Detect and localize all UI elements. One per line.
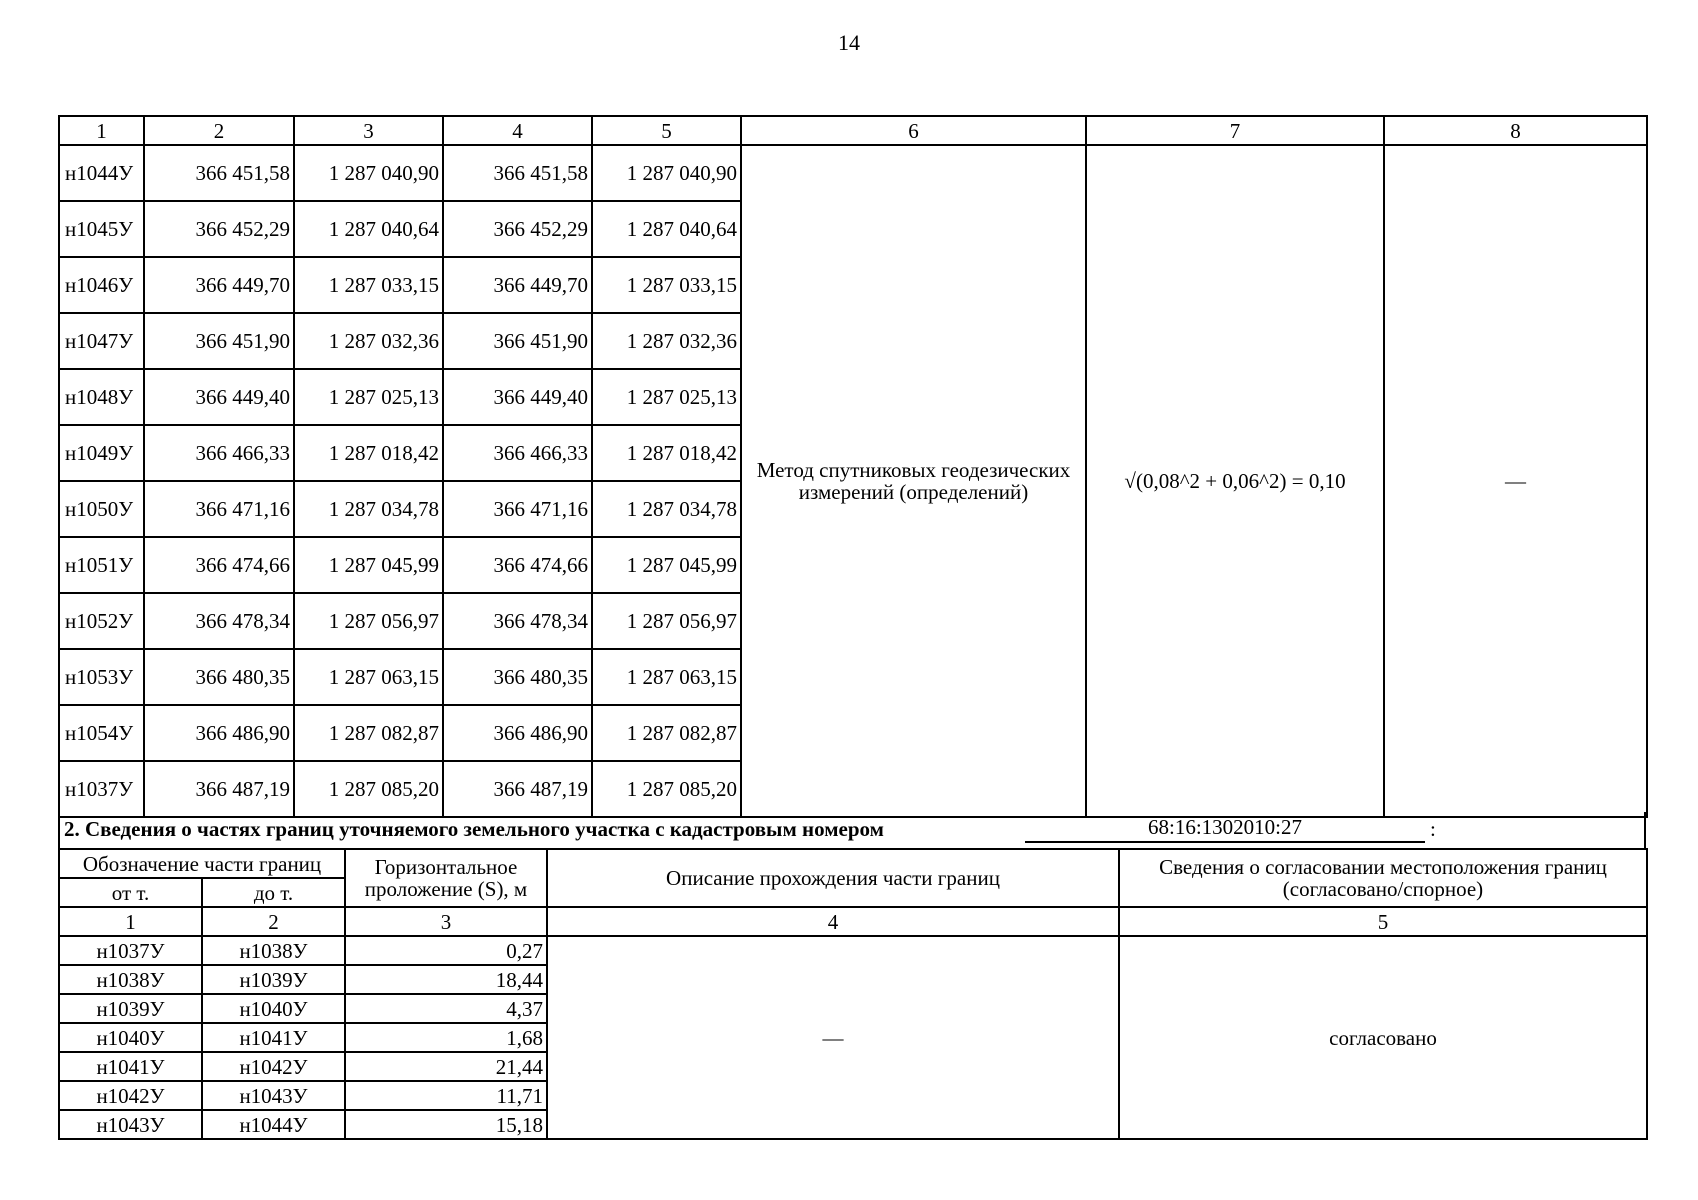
y-coordinate: 1 287 085,20	[592, 761, 741, 817]
from-point: н1041У	[59, 1052, 202, 1081]
x-coordinate: 366 449,40	[144, 369, 294, 425]
x-coordinate: 366 451,90	[443, 313, 592, 369]
col-number: 8	[1384, 116, 1647, 145]
x-coordinate: 366 451,58	[443, 145, 592, 201]
horizontal-distance: 11,71	[345, 1081, 547, 1110]
to-point: н1040У	[202, 994, 345, 1023]
col-number: 5	[1119, 907, 1647, 936]
y-coordinate: 1 287 056,97	[294, 593, 443, 649]
col-number: 6	[741, 116, 1086, 145]
section-2-colon: :	[1430, 817, 1436, 841]
y-coordinate: 1 287 034,78	[294, 481, 443, 537]
x-coordinate: 366 487,19	[144, 761, 294, 817]
x-coordinate: 366 487,19	[443, 761, 592, 817]
agreement-header: Сведения о согласовании местоположения границ (согласовано/спорное)	[1119, 849, 1647, 907]
point-id: н1052У	[59, 593, 144, 649]
col-number: 3	[294, 116, 443, 145]
col-number: 4	[443, 116, 592, 145]
point-id: н1051У	[59, 537, 144, 593]
boundary-parts-table	[58, 848, 1648, 1140]
horizontal-distance: 4,37	[345, 994, 547, 1023]
x-coordinate: 366 471,16	[144, 481, 294, 537]
horizontal-distance: 0,27	[345, 936, 547, 965]
horizontal-distance: 1,68	[345, 1023, 547, 1052]
y-coordinate: 1 287 040,64	[592, 201, 741, 257]
description-header: Описание прохождения части границ	[547, 849, 1119, 907]
to-point: н1041У	[202, 1023, 345, 1052]
x-coordinate: 366 478,34	[144, 593, 294, 649]
col-number: 5	[592, 116, 741, 145]
horizontal-header: Горизонтальное проложение (S), м	[345, 849, 547, 907]
point-id: н1054У	[59, 705, 144, 761]
y-coordinate: 1 287 040,90	[592, 145, 741, 201]
col-number: 2	[202, 907, 345, 936]
col-number: 1	[59, 907, 202, 936]
header-row	[59, 849, 1647, 878]
point-id: н1050У	[59, 481, 144, 537]
x-coordinate: 366 466,33	[443, 425, 592, 481]
description-cell: —	[547, 936, 1119, 1139]
y-coordinate: 1 287 082,87	[592, 705, 741, 761]
from-header: от т.	[59, 878, 202, 907]
x-coordinate: 366 449,40	[443, 369, 592, 425]
point-id: н1037У	[59, 761, 144, 817]
to-point: н1043У	[202, 1081, 345, 1110]
y-coordinate: 1 287 085,20	[294, 761, 443, 817]
y-coordinate: 1 287 034,78	[592, 481, 741, 537]
point-id: н1049У	[59, 425, 144, 481]
cadastral-number: 68:16:1302010:27	[1025, 814, 1425, 843]
page-number: 14	[838, 30, 860, 55]
point-id: н1045У	[59, 201, 144, 257]
y-coordinate: 1 287 025,13	[592, 369, 741, 425]
x-coordinate: 366 474,66	[443, 537, 592, 593]
x-coordinate: 366 478,34	[443, 593, 592, 649]
y-coordinate: 1 287 045,99	[592, 537, 741, 593]
from-point: н1040У	[59, 1023, 202, 1052]
y-coordinate: 1 287 018,42	[294, 425, 443, 481]
y-coordinate: 1 287 032,36	[592, 313, 741, 369]
x-coordinate: 366 486,90	[144, 705, 294, 761]
horizontal-distance: 21,44	[345, 1052, 547, 1081]
x-coordinate: 366 480,35	[443, 649, 592, 705]
section-2-header	[58, 812, 1646, 848]
column-number-row	[59, 907, 1647, 936]
accuracy-cell: √(0,08^2 + 0,06^2) = 0,10	[1086, 145, 1384, 817]
x-coordinate: 366 466,33	[144, 425, 294, 481]
col-number: 2	[144, 116, 294, 145]
horizontal-distance: 18,44	[345, 965, 547, 994]
col8-cell: —	[1384, 145, 1647, 817]
point-id: н1046У	[59, 257, 144, 313]
y-coordinate: 1 287 063,15	[592, 649, 741, 705]
x-coordinate: 366 452,29	[144, 201, 294, 257]
method-cell: Метод спутниковых геодезических измерений (определений)	[741, 145, 1086, 817]
y-coordinate: 1 287 033,15	[592, 257, 741, 313]
point-id: н1053У	[59, 649, 144, 705]
from-point: н1042У	[59, 1081, 202, 1110]
col-number: 7	[1086, 116, 1384, 145]
x-coordinate: 366 486,90	[443, 705, 592, 761]
x-coordinate: 366 480,35	[144, 649, 294, 705]
x-coordinate: 366 452,29	[443, 201, 592, 257]
to-point: н1042У	[202, 1052, 345, 1081]
y-coordinate: 1 287 033,15	[294, 257, 443, 313]
x-coordinate: 366 451,58	[144, 145, 294, 201]
y-coordinate: 1 287 025,13	[294, 369, 443, 425]
y-coordinate: 1 287 040,90	[294, 145, 443, 201]
x-coordinate: 366 474,66	[144, 537, 294, 593]
x-coordinate: 366 449,70	[144, 257, 294, 313]
from-point: н1037У	[59, 936, 202, 965]
from-point: н1043У	[59, 1110, 202, 1139]
y-coordinate: 1 287 045,99	[294, 537, 443, 593]
y-coordinate: 1 287 056,97	[592, 593, 741, 649]
x-coordinate: 366 451,90	[144, 313, 294, 369]
agreement-cell: согласовано	[1119, 936, 1647, 1139]
x-coordinate: 366 449,70	[443, 257, 592, 313]
point-id: н1044У	[59, 145, 144, 201]
x-coordinate: 366 471,16	[443, 481, 592, 537]
to-point: н1039У	[202, 965, 345, 994]
from-point: н1038У	[59, 965, 202, 994]
section-2-title: 2. Сведения о частях границ уточняемого земельного участка с кадастровым номером	[64, 817, 884, 841]
y-coordinate: 1 287 040,64	[294, 201, 443, 257]
y-coordinate: 1 287 032,36	[294, 313, 443, 369]
column-number-row	[59, 116, 1647, 145]
coordinates-table	[58, 115, 1648, 818]
y-coordinate: 1 287 082,87	[294, 705, 443, 761]
col-number: 4	[547, 907, 1119, 936]
from-point: н1039У	[59, 994, 202, 1023]
part-designation-header: Обозначение части границ	[59, 849, 345, 878]
to-point: н1038У	[202, 936, 345, 965]
col-number: 3	[345, 907, 547, 936]
table-row	[59, 145, 1647, 201]
point-id: н1047У	[59, 313, 144, 369]
point-id: н1048У	[59, 369, 144, 425]
to-header: до т.	[202, 878, 345, 907]
to-point: н1044У	[202, 1110, 345, 1139]
col-number: 1	[59, 116, 144, 145]
table-row	[59, 936, 1647, 965]
horizontal-distance: 15,18	[345, 1110, 547, 1139]
y-coordinate: 1 287 063,15	[294, 649, 443, 705]
y-coordinate: 1 287 018,42	[592, 425, 741, 481]
